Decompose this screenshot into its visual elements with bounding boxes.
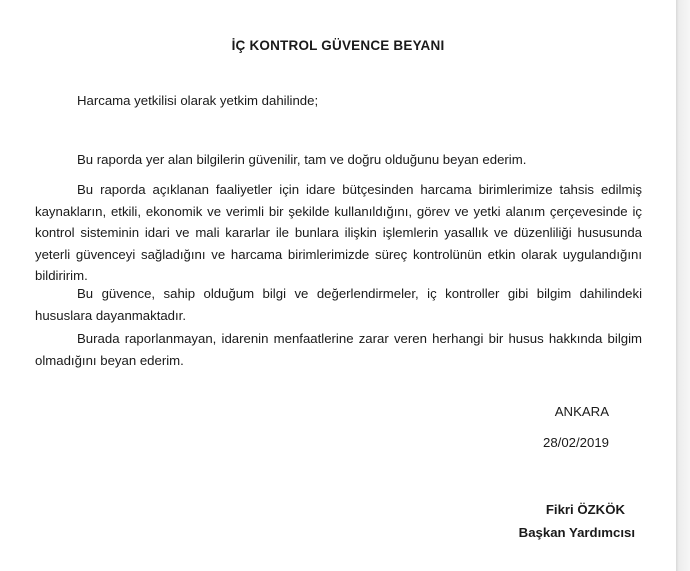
page-edge-shadow	[676, 0, 690, 571]
paragraph-no-unreported-issues: Burada raporlanmayan, idarenin menfaatlerine zarar veren herhangi bir husus hakkında bilgim olmadığını beyan ederim.	[35, 331, 642, 368]
paragraph-assurance-basis: Bu güvence, sahip olduğum bilgi ve değerlendirmeler, iç kontroller gibi bilgim dahilindeki hususlara dayanmaktadır.	[35, 286, 642, 323]
intro-paragraph: Harcama yetkilisi olarak yetkim dahilinde;	[77, 93, 319, 108]
signing-city: ANKARA	[554, 404, 609, 419]
signer-title: Başkan Yardımcısı	[518, 525, 635, 540]
paragraph-resources: Bu raporda açıklanan faaliyetler için idare bütçesinden harcama birimlerimize tahsis edilmiş kaynakların, etkili, ekonomik ve verimli bir şekilde kullanıldığını, görev ve yetki alanım çerçevesinde iç kontrol sisteminin idari ve mali kararlar ile bunlara ilişkin işlemlerin yasallık ve düzenliliği hususunda yeterli güvenceyi sağladığını ve harcama birimlerimizde süreç kontrolünün etkin olarak uygulandığını bildiririm.	[35, 182, 642, 283]
signing-date: 28/02/2019	[542, 435, 609, 450]
paragraph-reliability: Bu raporda yer alan bilgilerin güvenilir, tam ve doğru olduğunu beyan ederim.	[77, 152, 527, 167]
document-title: İÇ KONTROL GÜVENCE BEYANI	[231, 38, 445, 53]
signer-name: Fikri ÖZKÖK	[545, 502, 625, 517]
